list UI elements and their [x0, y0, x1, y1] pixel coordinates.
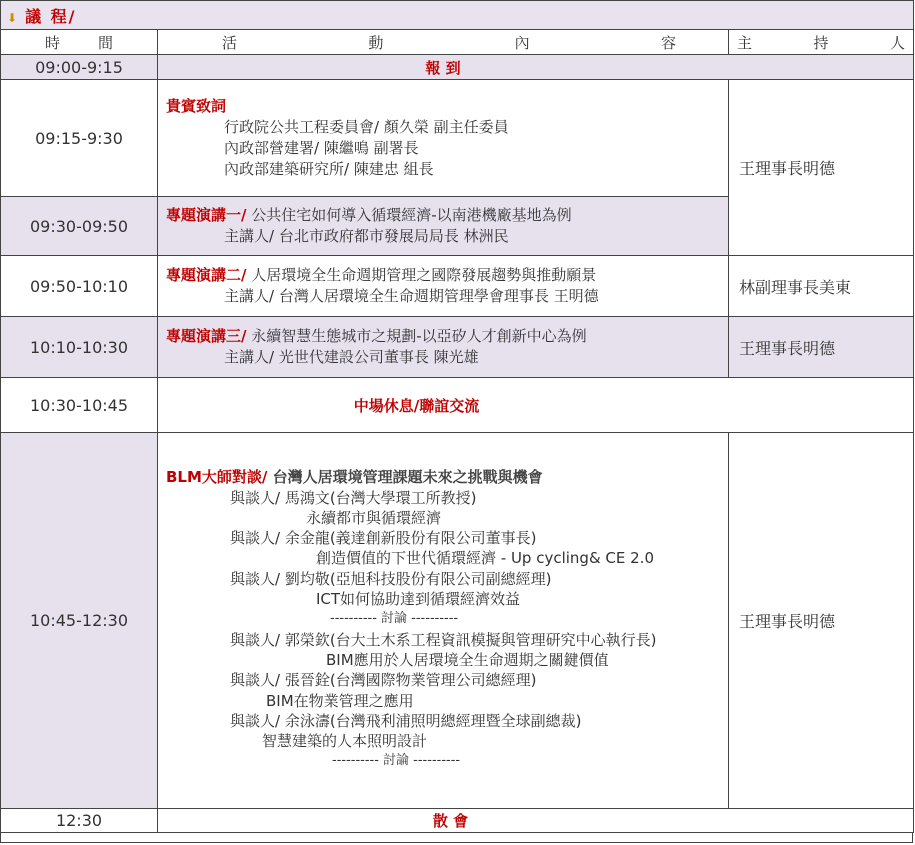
- title-row: [1, 1, 914, 30]
- header-activity-char: 活: [222, 33, 238, 52]
- header-host-char: 持: [813, 33, 829, 52]
- header-activity: [158, 30, 729, 55]
- topic-line: BIM在物業管理之應用: [266, 691, 414, 710]
- row-host: 王理事長明德: [729, 80, 914, 256]
- row-title: 公共住宅如何導入循環經濟-以南港機廠基地為例: [246, 206, 572, 224]
- title-text: 議 程/: [25, 6, 77, 26]
- row-content: [158, 317, 729, 378]
- topic-line: 永續都市與循環經濟: [306, 508, 442, 527]
- row-title: 台灣人居環境管理課題未來之挑戰與機會: [267, 468, 543, 487]
- topic-line: ICT如何協助達到循環經濟效益: [316, 590, 521, 609]
- row-label: 專題演講一/: [166, 206, 247, 224]
- topic-line: 智慧建築的人本照明設計: [262, 732, 428, 751]
- header-time: [1, 30, 158, 55]
- row-label: 專題演講三/: [166, 327, 247, 345]
- panelist-line: 與談人/ 余泳濤(台灣飛利浦照明總經理暨全球副總裁): [230, 711, 582, 730]
- header-activity-char: 內: [514, 33, 530, 52]
- agenda-row: [1, 80, 914, 197]
- row-time: 09:30-09:50: [1, 197, 158, 256]
- row-content: [158, 433, 729, 809]
- row-content: 報 到: [158, 55, 914, 80]
- header-activity-char: 動: [368, 33, 384, 52]
- discussion-line: ---------- 討論 ----------: [332, 753, 461, 769]
- speaker-line: 主講人/ 台北市政府都市發展局局長 林洲民: [224, 227, 509, 245]
- panelist-line: 與談人/ 郭榮欽(台大土木系工程資訊模擬與管理研究中心執行長): [230, 630, 657, 649]
- guest-line: 內政部營建署/ 陳繼鳴 副署長: [224, 139, 419, 157]
- agenda-title: [1, 1, 914, 30]
- agenda-row: [1, 433, 914, 809]
- row-content: [158, 80, 729, 197]
- discussion-line: ---------- 討論 ----------: [330, 611, 459, 627]
- agenda-row: [1, 55, 914, 80]
- header-time-char: 間: [97, 33, 113, 52]
- down-arrow-icon: ⬇: [7, 10, 18, 25]
- header-activity-char: 容: [660, 33, 676, 52]
- row-time: 09:15-9:30: [1, 80, 158, 197]
- row-title: 人居環境全生命週期管理之國際發展趨勢與推動願景: [246, 266, 597, 284]
- speaker-line: 主講人/ 台灣人居環境全生命週期管理學會理事長 王明德: [224, 287, 599, 305]
- row-label: 專題演講二/: [166, 266, 247, 284]
- header-host: [729, 30, 914, 55]
- row-host: 王理事長明德: [729, 317, 914, 378]
- speaker-line: 主講人/ 光世代建設公司董事長 陳光雄: [224, 348, 479, 366]
- agenda-row: [1, 809, 914, 833]
- row-content: [158, 197, 729, 256]
- agenda-row: [1, 317, 914, 378]
- row-time: 09:00-9:15: [1, 55, 158, 80]
- row-time: 10:10-10:30: [1, 317, 158, 378]
- topic-line: 創造價值的下世代循環經濟 - Up cycling& CE 2.0: [316, 549, 654, 568]
- row-time: 10:45-12:30: [1, 433, 158, 809]
- header-host-char: 人: [890, 33, 906, 52]
- topic-line: BIM應用於人居環境全生命週期之關鍵價值: [326, 650, 609, 669]
- row-content: [158, 256, 729, 317]
- agenda-row: [1, 378, 914, 433]
- row-label: 貴賓致詞: [166, 97, 227, 115]
- row-time: 10:30-10:45: [1, 378, 158, 433]
- row-content: 中場休息/聯誼交流: [158, 378, 914, 433]
- row-content: 散 會: [158, 809, 914, 833]
- panelist-line: 與談人/ 余金龍(義達創新股份有限公司董事長): [230, 529, 537, 548]
- header-row: [1, 30, 914, 55]
- row-host: 林副理事長美東: [729, 256, 914, 317]
- row-time: 12:30: [1, 809, 158, 833]
- row-label: BLM大師對談/: [166, 468, 268, 487]
- row-title: 永續智慧生態城市之規劃-以亞矽人才創新中心為例: [246, 327, 587, 345]
- row-host: 王理事長明德: [729, 433, 914, 809]
- guest-line: 內政部建築研究所/ 陳建忠 組長: [224, 160, 434, 178]
- panelist-line: 與談人/ 劉均敬(亞旭科技股份有限公司副總經理): [230, 569, 552, 588]
- header-time-char: 時: [45, 33, 61, 52]
- panelist-line: 與談人/ 馬鴻文(台灣大學環工所教授): [230, 488, 477, 507]
- row-time: 09:50-10:10: [1, 256, 158, 317]
- guest-line: 行政院公共工程委員會/ 顏久榮 副主任委員: [224, 118, 509, 136]
- header-host-char: 主: [737, 33, 753, 52]
- agenda-row: [1, 256, 914, 317]
- panelist-line: 與談人/ 張晉銓(台灣國際物業管理公司總經理): [230, 671, 537, 690]
